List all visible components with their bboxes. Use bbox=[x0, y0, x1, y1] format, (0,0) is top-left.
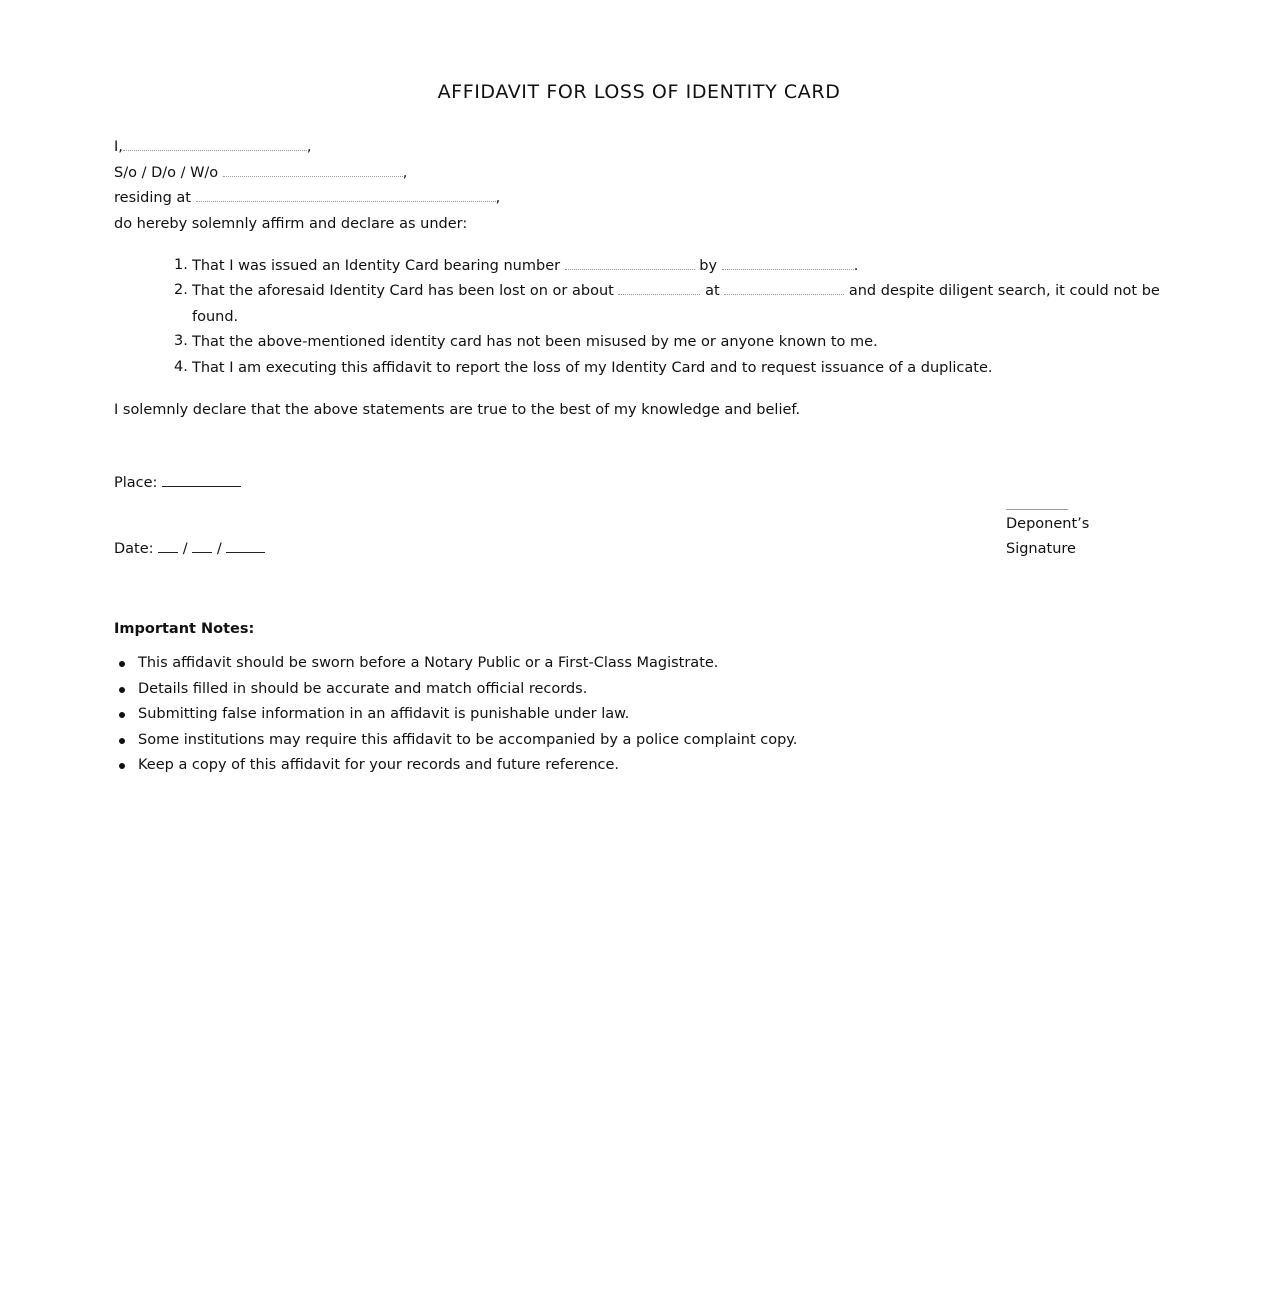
note-item: Keep a copy of this affidavit for your records and future reference. bbox=[138, 757, 620, 773]
issuer-blank bbox=[722, 257, 854, 270]
intro-relation-line bbox=[114, 164, 407, 182]
note-item: Details filled in should be accurate and match official records. bbox=[138, 681, 588, 697]
list-item-number: 3. bbox=[174, 333, 188, 349]
intro-address-line bbox=[114, 189, 500, 207]
date-separator: / bbox=[216, 541, 222, 557]
list-item-number: 4. bbox=[174, 359, 188, 375]
note-item: Submitting false information in an affidavit is punishable under law. bbox=[138, 706, 630, 722]
note-item: This affidavit should be sworn before a Notary Public or a First-Class Magistrate. bbox=[138, 655, 719, 671]
date-line bbox=[114, 540, 265, 558]
list-item: That the above-mentioned identity card has not been misused by me or anyone known to me. bbox=[192, 334, 878, 350]
intro-name-prefix: I, bbox=[114, 139, 123, 155]
notes-heading: Important Notes: bbox=[114, 621, 255, 637]
note-item: Some institutions may require this affidavit to be accompanied by a police complaint copy. bbox=[138, 732, 798, 748]
list-item-number: 1. bbox=[174, 257, 188, 273]
relation-name-blank bbox=[223, 164, 403, 177]
name-blank bbox=[123, 138, 307, 151]
item-text: That I was issued an Identity Card bearing number bbox=[192, 258, 561, 274]
date-label: Date: bbox=[114, 541, 154, 557]
intro-address-prefix: residing at bbox=[114, 190, 191, 206]
place-blank bbox=[162, 474, 241, 487]
declaration-statement: I solemnly declare that the above statements are true to the best of my knowledge and belief. bbox=[114, 402, 801, 418]
date-day-blank bbox=[158, 540, 178, 553]
list-item bbox=[192, 282, 1160, 300]
date-month-blank bbox=[192, 540, 212, 553]
date-year-blank bbox=[226, 540, 265, 553]
signature-label-line2: Signature bbox=[1006, 541, 1076, 557]
item-text: at bbox=[705, 283, 720, 299]
intro-relation-prefix: S/o / D/o / W/o bbox=[114, 165, 219, 181]
item-text: That the aforesaid Identity Card has been lost on or about bbox=[192, 283, 614, 299]
signature-line bbox=[1006, 509, 1068, 510]
bullet-icon bbox=[119, 661, 125, 667]
list-item-continuation: found. bbox=[192, 309, 239, 325]
intro-relation-suffix: , bbox=[402, 165, 408, 181]
intro-affirmation: do hereby solemnly affirm and declare as under: bbox=[114, 216, 468, 232]
intro-name-suffix: , bbox=[306, 139, 312, 155]
place-label: Place: bbox=[114, 475, 158, 491]
bullet-icon bbox=[119, 712, 125, 718]
loss-place-blank bbox=[724, 282, 844, 295]
intro-name-line bbox=[114, 138, 312, 156]
item-text: . bbox=[853, 258, 859, 274]
loss-date-blank bbox=[618, 282, 700, 295]
item-text: by bbox=[699, 258, 718, 274]
address-blank bbox=[196, 189, 496, 202]
document-title: AFFIDAVIT FOR LOSS OF IDENTITY CARD bbox=[437, 81, 841, 103]
list-item-number: 2. bbox=[174, 282, 188, 298]
bullet-icon bbox=[119, 763, 125, 769]
bullet-icon bbox=[119, 687, 125, 693]
signature-label-line1: Deponent’s bbox=[1006, 516, 1090, 532]
date-separator: / bbox=[182, 541, 188, 557]
card-number-blank bbox=[565, 257, 695, 270]
list-item bbox=[192, 257, 858, 275]
bullet-icon bbox=[119, 738, 125, 744]
place-line bbox=[114, 474, 241, 492]
list-item: That I am executing this affidavit to report the loss of my Identity Card and to request issuance of a duplicate. bbox=[192, 360, 993, 376]
item-text: and despite diligent search, it could not be bbox=[848, 283, 1160, 299]
intro-address-suffix: , bbox=[495, 190, 501, 206]
